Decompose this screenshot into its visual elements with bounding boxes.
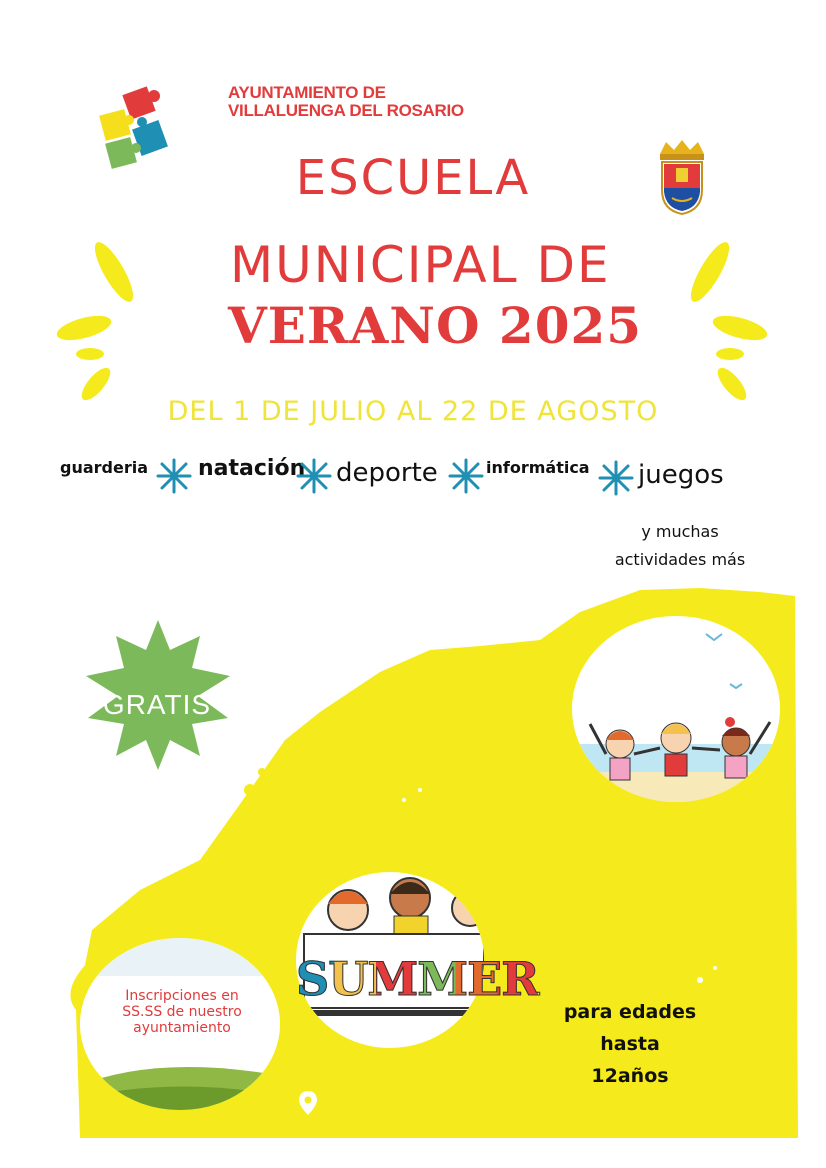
activity-natacion: natación: [198, 456, 306, 481]
more-activities-line-1: y muchas: [641, 522, 719, 541]
more-activities-line-2: actividades más: [614, 550, 746, 569]
council-line-2: VILLALUENGA DEL ROSARIO: [228, 101, 464, 120]
sparkle-star-icon: [156, 458, 192, 494]
council-line-1: AYUNTAMIENTO DE: [228, 83, 386, 102]
age-line-2: hasta 12años: [591, 1033, 669, 1087]
activity-deporte: deporte: [336, 458, 438, 488]
activity-informatica: informática: [486, 458, 590, 477]
sparkle-star-icon: [598, 460, 634, 496]
registration-line-2: SS.SS de nuestro: [122, 1004, 242, 1020]
kids-beach-illustration: [570, 614, 782, 804]
registration-line-3: ayuntamiento: [133, 1020, 231, 1036]
summer-word: [296, 952, 538, 1006]
age-info: [560, 996, 700, 1092]
title-line-2: MUNICIPAL DE: [230, 236, 611, 294]
activity-juegos: juegos: [638, 460, 724, 490]
title-line-3: VERANO 2025: [228, 296, 643, 355]
registration-line-1: Inscripciones en: [125, 988, 239, 1004]
date-range: DEL 1 DE JULIO AL 22 DE AGOSTO: [167, 396, 659, 427]
map-pin-icon: [298, 1090, 318, 1116]
title-line-1: ESCUELA: [295, 150, 531, 206]
gratis-label: GRATIS: [102, 689, 212, 720]
activity-guarderia: guarderia: [60, 458, 149, 477]
sparkle-star-icon: [296, 458, 332, 494]
registration-text: [104, 988, 260, 1036]
council-name: [228, 84, 464, 120]
sun-rays-right-icon: [670, 238, 780, 408]
summer-text: SUMMER: [296, 952, 539, 1006]
age-line-1: para edades: [563, 1001, 697, 1023]
more-activities: [600, 518, 760, 574]
sparkle-star-icon: [448, 458, 484, 494]
sun-rays-left-icon: [50, 238, 150, 408]
